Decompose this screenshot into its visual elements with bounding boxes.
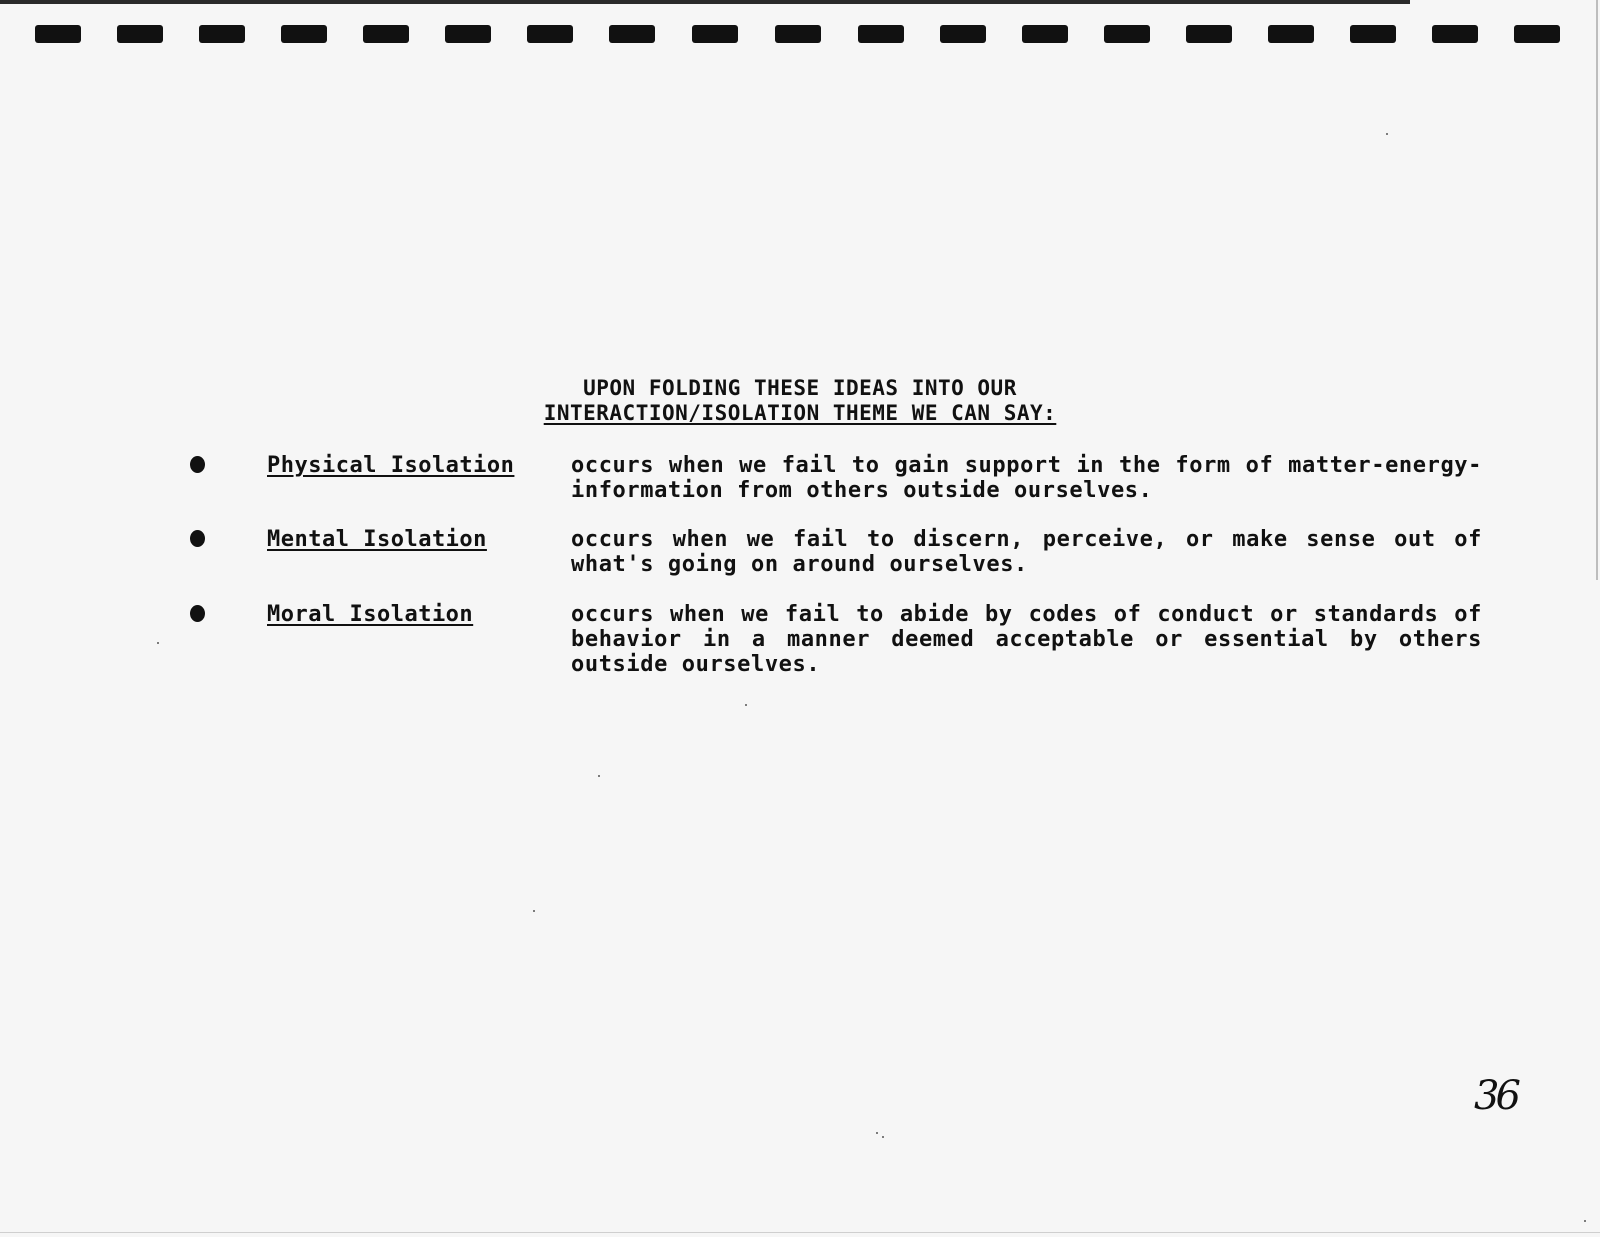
perforation-mark [35, 25, 81, 43]
perforation-mark [1268, 25, 1314, 43]
definition-mental-isolation: occurs when we fail to discern, perceive, or make sense out of what's going on around ourselves. [571, 527, 1482, 577]
perforation-mark [692, 25, 738, 43]
perforation-mark [527, 25, 573, 43]
heading-line-1: UPON FOLDING THESE IDEAS INTO OUR [583, 376, 1017, 400]
perforation-mark [775, 25, 821, 43]
perforation-mark [1432, 25, 1478, 43]
perforation-mark [1022, 25, 1068, 43]
bullet-icon [190, 456, 205, 473]
scan-speck [882, 1136, 884, 1138]
perforation-mark [1186, 25, 1232, 43]
scan-speck [533, 910, 535, 912]
scan-speck [745, 704, 747, 706]
bottom-border-line [0, 1232, 1600, 1233]
right-border-line [1596, 0, 1598, 580]
scan-speck [876, 1132, 878, 1134]
definition-moral-isolation: occurs when we fail to abide by codes of conduct or standards of behavior in a manner deemed acceptable or essential by others outside ourselves. [571, 602, 1482, 677]
perforation-mark [1104, 25, 1150, 43]
perforation-mark [940, 25, 986, 43]
term-mental-isolation: Mental Isolation [267, 527, 487, 552]
perforation-mark [609, 25, 655, 43]
perforation-mark [445, 25, 491, 43]
perforation-mark [1514, 25, 1560, 43]
perforation-mark [199, 25, 245, 43]
scan-speck [1584, 1220, 1586, 1222]
bullet-icon [190, 530, 205, 547]
page-number: 36 [1474, 1073, 1517, 1119]
scan-speck [1386, 133, 1388, 135]
definition-physical-isolation: occurs when we fail to gain support in the form of matter-energy-information from others outside ourselves. [571, 453, 1482, 503]
page-heading [0, 376, 1600, 426]
bullet-icon [190, 605, 205, 622]
scan-speck [157, 642, 159, 644]
term-physical-isolation: Physical Isolation [267, 453, 515, 478]
top-border-line [0, 0, 1410, 4]
heading-line-2: INTERACTION/ISOLATION THEME WE CAN SAY: [543, 401, 1057, 425]
perforation-mark [363, 25, 409, 43]
perforation-mark [1350, 25, 1396, 43]
scan-speck [598, 775, 600, 777]
perforation-mark [858, 25, 904, 43]
term-moral-isolation: Moral Isolation [267, 602, 474, 627]
perforation-mark [281, 25, 327, 43]
perforation-mark [117, 25, 163, 43]
